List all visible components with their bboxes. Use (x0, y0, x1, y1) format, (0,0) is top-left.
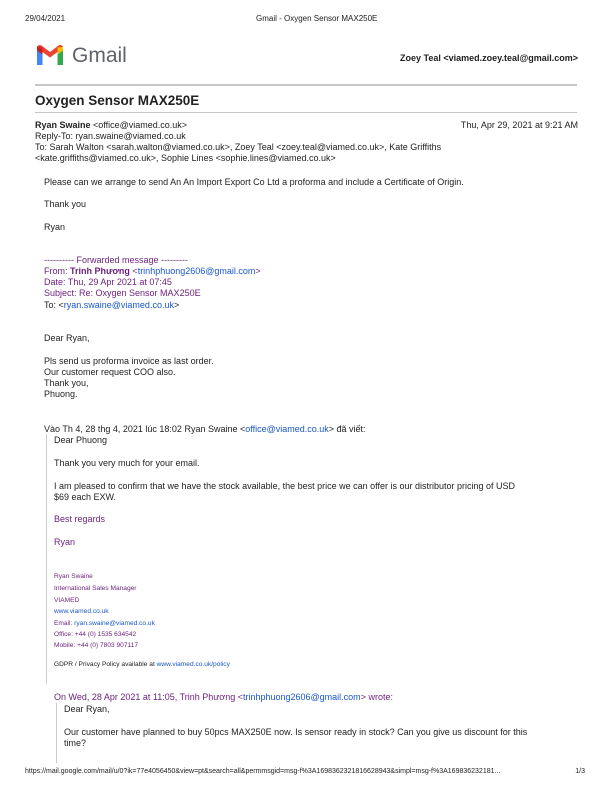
print-page-number: 1/3 (575, 768, 585, 775)
quote1-greeting: Dear Phuong (54, 435, 108, 445)
forward-from-name: Trinh Phương (70, 266, 130, 276)
forward-divider: ---------- Forwarded message --------- (44, 255, 188, 265)
quote1-price-line-2: $69 each EXW. (54, 492, 117, 502)
forward-from-email-link[interactable]: trinhphuong2606@gmail.com (137, 266, 256, 276)
header-divider (35, 84, 577, 86)
sender (35, 120, 187, 131)
sig-mobile: Mobile: +44 (0) 7803 907117 (54, 642, 139, 649)
sig-office: Office: +44 (0) 1535 634542 (54, 631, 137, 638)
forward-to-email-link[interactable]: ryan.swaine@viamed.co.uk (63, 300, 174, 310)
quote1-email-link[interactable]: office@viamed.co.uk (245, 424, 329, 434)
reply-line-4: Phuong. (44, 389, 78, 399)
reply-to: Reply-To: ryan.swaine@viamed.co.uk (35, 131, 186, 141)
reply-line-2: Our customer request COO also. (44, 367, 176, 377)
quote1-bar (46, 434, 47, 684)
quote2-email-link[interactable]: trinhphuong2606@gmail.com (242, 692, 361, 702)
sig-email-link[interactable]: ryan.swaine@viamed.co.uk (74, 620, 155, 627)
forward-from (44, 266, 261, 277)
quote1-price-line-1: I am pleased to confirm that we have the stock available, the best price we can offer is our distributor pricing of USD (54, 481, 516, 491)
quote2-line-1: Our customer have planned to buy 50pcs MAX250E now. Is sensor ready in stock? Can you give us discount for this (64, 727, 528, 737)
quote1-attribution-post: > đã viết: (328, 424, 366, 434)
sig-email (54, 618, 155, 630)
gmail-logo-icon (35, 43, 65, 67)
quote1-attribution-pre: Vào Th 4, 28 thg 4, 2021 lúc 18:02 Ryan Swaine < (44, 424, 246, 434)
gmail-wordmark: Gmail (72, 44, 127, 67)
sender-name: Ryan Swaine (35, 120, 91, 130)
sig-company: VIAMED (54, 597, 80, 604)
quote2-attribution (54, 692, 393, 703)
message-date: Thu, Apr 29, 2021 at 9:21 AM (460, 120, 578, 130)
quote2-greeting: Dear Ryan, (64, 704, 110, 714)
sig-gdpr-link[interactable]: www.viamed.co.uk/policy (156, 661, 230, 668)
forward-from-label: From: (44, 266, 70, 276)
print-title: Gmail - Oxygen Sensor MAX250E (256, 14, 378, 23)
sender-email: <office@viamed.co.uk> (90, 120, 188, 130)
quote2-attribution-post: > wrote: (360, 692, 393, 702)
sig-email-label: Email: (54, 620, 75, 627)
sig-gdpr (54, 659, 230, 671)
subject-divider (35, 112, 577, 113)
quote1-attribution (44, 424, 366, 435)
forward-subject: Subject: Re: Oxygen Sensor MAX250E (44, 288, 201, 298)
forward-to-open: To: < (44, 300, 64, 310)
print-url: https://mail.google.com/mail/u/0?ik=77e4056450&view=pt&search=all&permmsgid=msg-f%3A1698362321816628943&simpl=msg-f%3A169836232181... (25, 768, 501, 775)
body-request: Please can we arrange to send An An Import Export Co Ltd a proforma and include a Certificate of Origin. (44, 177, 464, 187)
reply-line-1: Pls send us proforma invoice as last order. (44, 356, 214, 366)
sig-title: International Sales Manager (54, 585, 137, 592)
quote1-name: Ryan (54, 537, 76, 547)
forward-to-close: > (173, 300, 180, 310)
quote1-thanks: Thank you very much for your email. (54, 458, 200, 468)
sig-gdpr-label: GDPR / Privacy Policy available at (54, 661, 157, 668)
body-thanks: Thank you (44, 199, 87, 209)
quote2-attribution-pre: On Wed, 28 Apr 2021 at 11:05, Trinh Phương < (54, 692, 243, 702)
quote1-regards: Best regards (54, 514, 106, 524)
reply-greeting: Dear Ryan, (44, 333, 90, 343)
sig-website-link[interactable]: www.viamed.co.uk (54, 608, 109, 615)
forward-date: Date: Thu, 29 Apr 2021 at 07:45 (44, 277, 172, 287)
to-line-2: <kate.griffiths@viamed.co.uk>, Sophie Lines <sophie.lines@viamed.co.uk> (35, 153, 336, 163)
email-subject: Oxygen Sensor MAX250E (35, 93, 200, 108)
forward-to (44, 300, 179, 311)
forward-from-close: > (255, 266, 261, 276)
quote2-line-2: time? (64, 738, 87, 748)
forward-from-open: < (129, 266, 138, 276)
print-date: 29/04/2021 (25, 14, 66, 23)
to-line-1: To: Sarah Walton <sarah.walton@viamed.co.uk>, Zoey Teal <zoey.teal@viamed.co.uk>, Kate Griffiths (35, 142, 442, 152)
account-label: Zoey Teal <viamed.zoey.teal@gmail.com> (399, 53, 578, 63)
body-sign: Ryan (44, 222, 66, 232)
quote2-bar (56, 703, 57, 763)
sig-name: Ryan Swaine (54, 573, 93, 580)
reply-line-3: Thank you, (44, 378, 89, 388)
